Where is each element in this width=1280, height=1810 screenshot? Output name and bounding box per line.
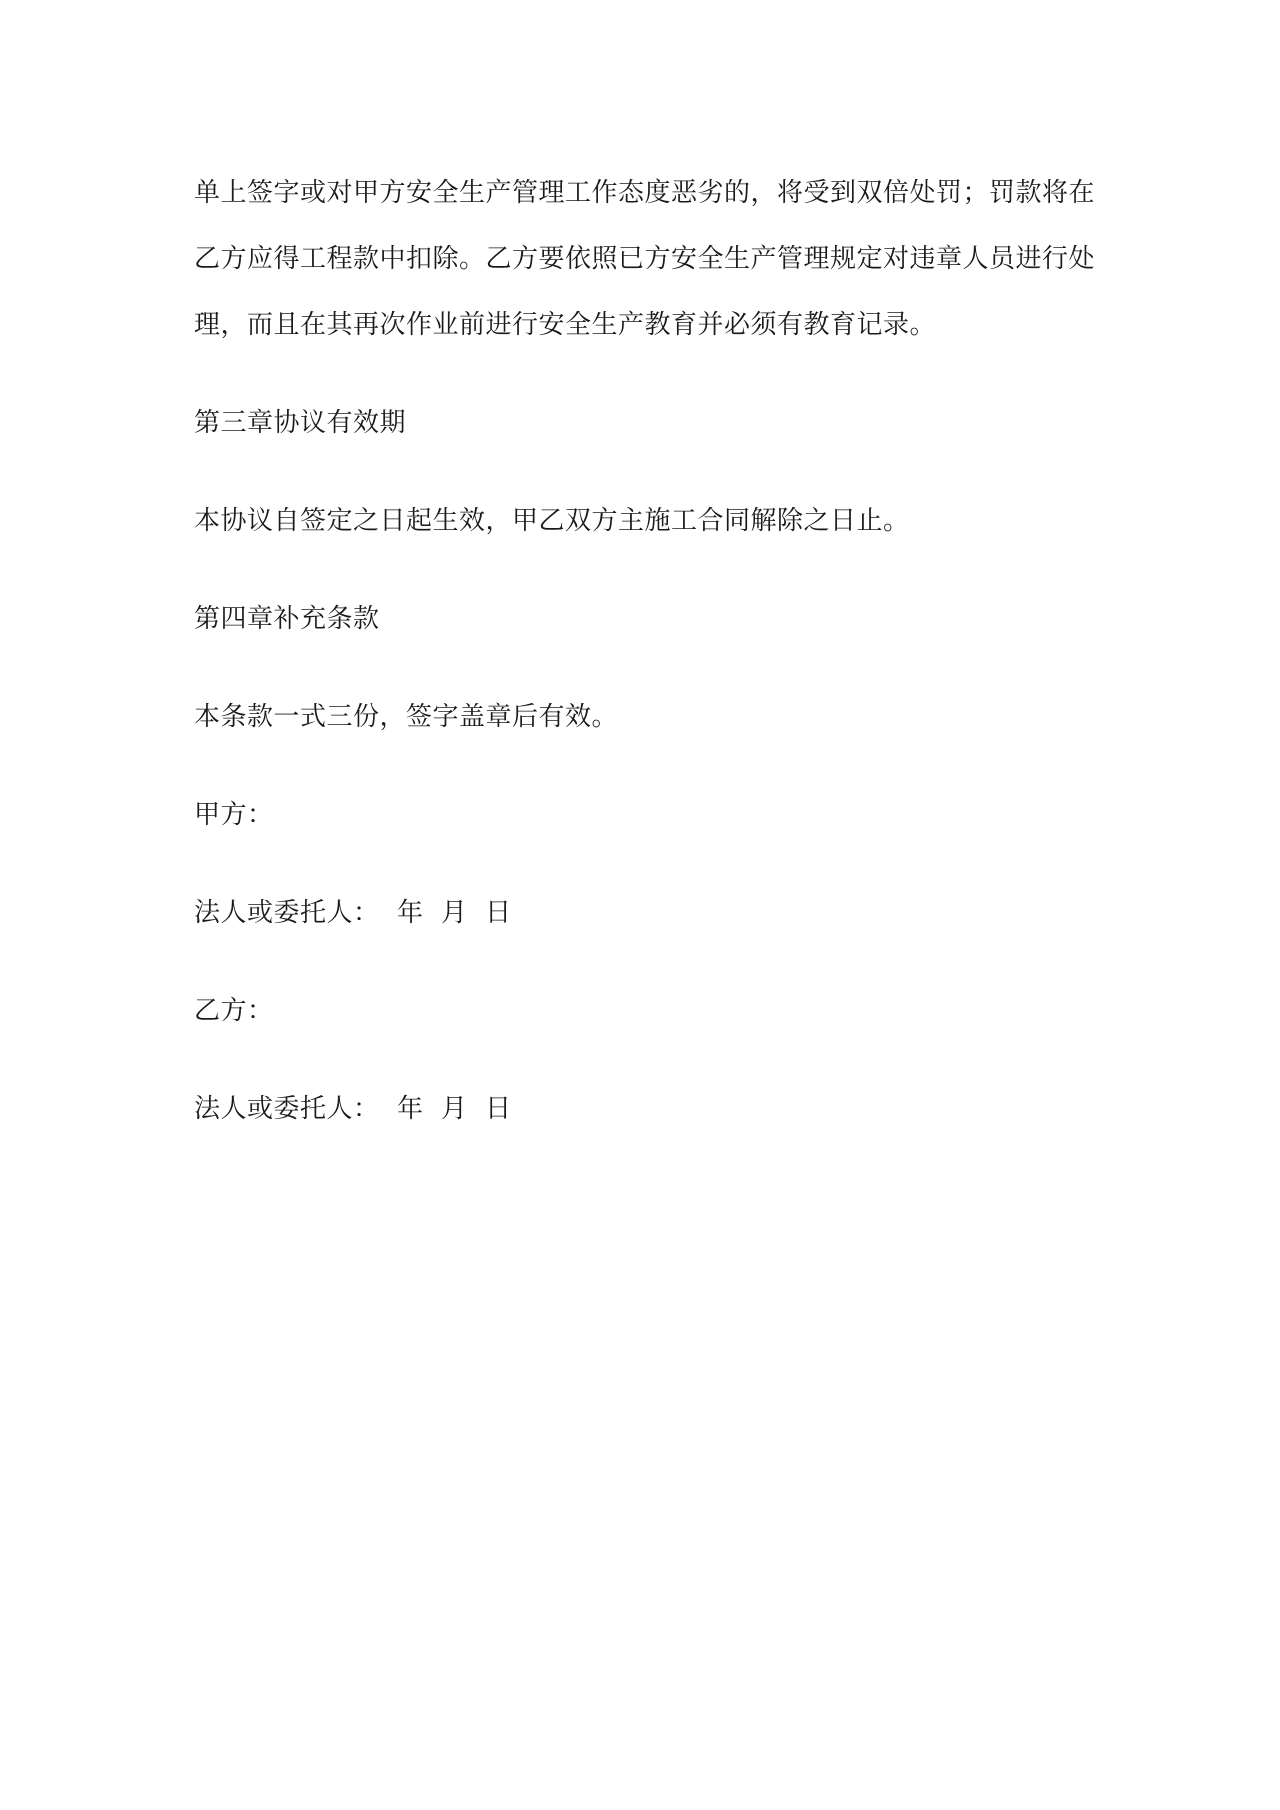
spacer [194,750,1094,782]
document-body [194,160,1094,1142]
spacer [194,848,1094,880]
paragraph-line: 单上签字或对甲方安全生产管理工作态度恶劣的，将受到双倍处罚；罚款将在 [194,178,1096,208]
paragraph-line: 理，而且在其再次作业前进行安全生产教育并必须有教育记录。 [194,310,937,340]
spacer [194,946,1094,978]
spacer [194,652,1094,684]
chapter-4-body: 本条款一式三份，签字盖章后有效。 [194,702,619,732]
spacer [194,358,1094,390]
chapter-3-title: 第三章协议有效期 [194,408,407,438]
chapter-3-body: 本协议自签定之日起生效，甲乙双方主施工合同解除之日止。 [194,506,910,536]
spacer [194,554,1094,586]
paragraph-penalty [194,160,1094,358]
party-a-label: 甲方： [194,800,274,830]
paragraph-line: 乙方应得工程款中扣除。乙方要依照已方安全生产管理规定对违章人员进行处 [194,244,1096,274]
spacer [194,1044,1094,1076]
spacer [194,456,1094,488]
party-a-signature-line: 法人或委托人： 年 月 日 [194,898,512,928]
chapter-4-title: 第四章补充条款 [194,604,380,634]
party-b-signature-line: 法人或委托人： 年 月 日 [194,1094,512,1124]
party-b-label: 乙方： [194,996,274,1026]
